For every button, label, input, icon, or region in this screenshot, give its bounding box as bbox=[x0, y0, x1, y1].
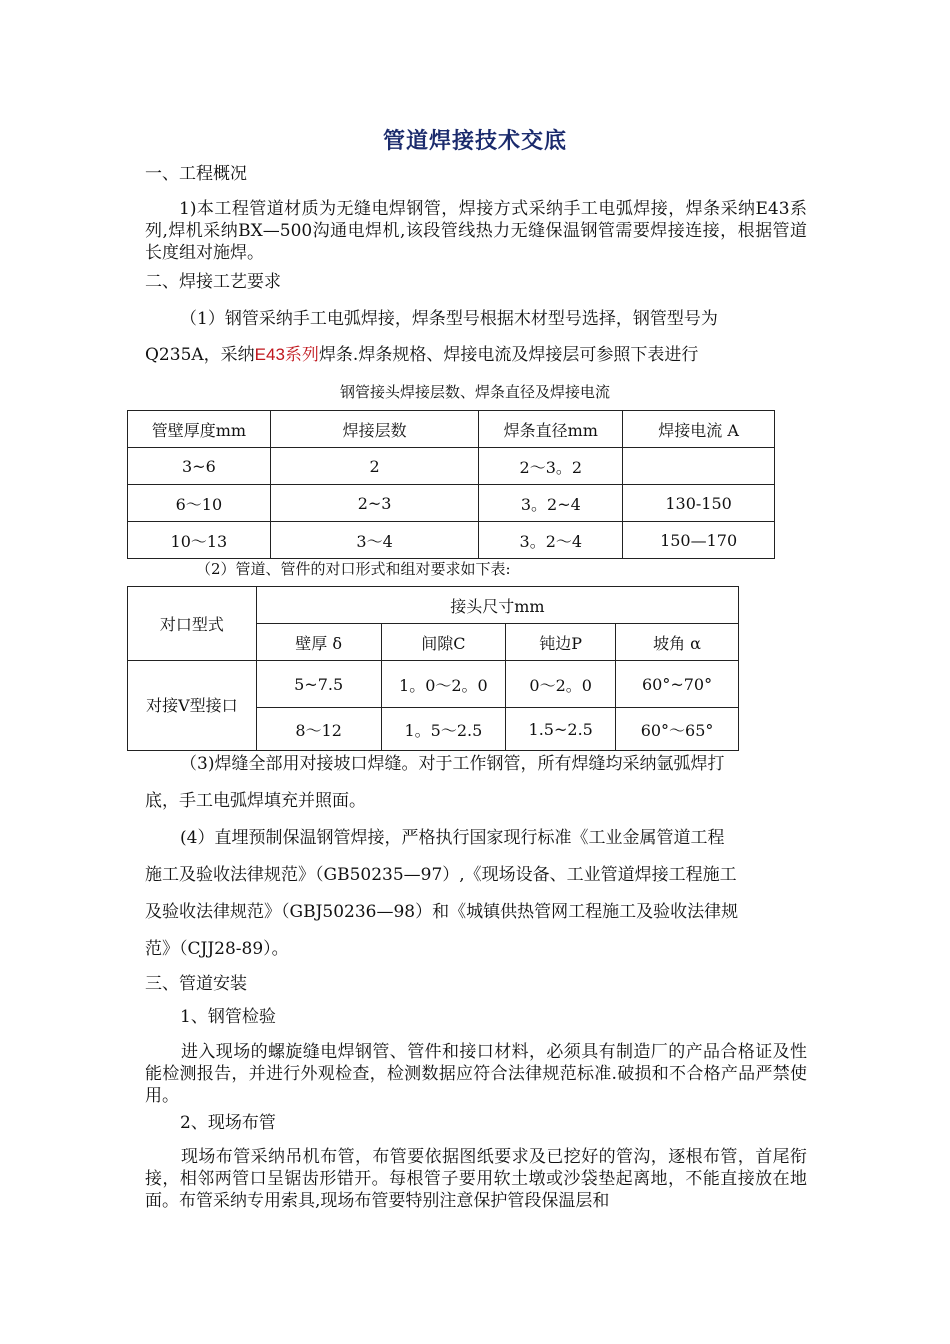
table-cell: 1。0～2。0 bbox=[381, 661, 506, 708]
table-cell: 0～2。0 bbox=[506, 661, 616, 708]
section-2-p4-line2: 施工及验收法律规范》（GB50235—97）,《现场设备、工业管道焊接工程施工 bbox=[145, 865, 737, 885]
section-1-heading: 一、工程概况 bbox=[145, 164, 247, 184]
table-cell: 60°~70° bbox=[616, 661, 739, 708]
table2-subheader-cell: 坡角 α bbox=[616, 624, 739, 661]
document-title: 管道焊接技术交底 bbox=[382, 128, 567, 154]
table-cell: 1。5～2.5 bbox=[381, 708, 506, 751]
table2-subheader-cell: 壁厚 δ bbox=[256, 624, 381, 661]
p1-text-a: Q235A，采纳 bbox=[145, 345, 255, 365]
table1-header-cell: 焊接层数 bbox=[270, 411, 479, 448]
section-2-p1-line2 bbox=[145, 344, 698, 366]
table-cell: 60°～65° bbox=[616, 708, 739, 751]
table2-row-label: 对接V型接口 bbox=[128, 661, 257, 751]
table-cell: 3~6 bbox=[128, 448, 271, 485]
welding-current-table bbox=[127, 410, 775, 559]
table-row bbox=[128, 485, 775, 522]
section-2-p4-line3: 及验收法律规范》（GBJ50236—98）和《城镇供热管网工程施工及验收法律规 bbox=[145, 902, 739, 922]
section-1-paragraph: 1)本工程管道材质为无缝电焊钢管，焊接方式采纳手工电弧焊接，焊条采纳E43系列,焊机采纳BX—500沟通电焊机,该段管线热力无缝保温钢管需要焊接连接，根据管道长度组对施焊。 bbox=[145, 199, 807, 263]
table-cell: 3。2～4 bbox=[479, 522, 623, 559]
table1-header-row bbox=[128, 411, 775, 448]
table1-caption: 钢管接头焊接层数、焊条直径及焊接电流 bbox=[339, 383, 610, 401]
table-cell: 10～13 bbox=[128, 522, 271, 559]
section-3-sub1-heading: 1、钢管检验 bbox=[180, 1007, 276, 1027]
section-3-sub1-paragraph: 进入现场的螺旋缝电焊钢管、管件和接口材料，必须具有制造厂的产品合格证及性能检测报告，并进行外观检查，检测数据应符合法律规范标准.破损和不合格产品严禁使用。 bbox=[145, 1042, 807, 1106]
table-cell: 2 bbox=[270, 448, 479, 485]
table1-header-cell: 焊条直径mm bbox=[479, 411, 623, 448]
joint-form-table bbox=[127, 586, 739, 751]
p1-highlight-e43: E43系列 bbox=[254, 345, 319, 364]
table2-group-header: 接头尺寸mm bbox=[256, 587, 738, 624]
table2-col1-header: 对口型式 bbox=[128, 587, 257, 661]
table-cell bbox=[623, 448, 775, 485]
table-cell: 5~7.5 bbox=[256, 661, 381, 708]
table-cell: 3～4 bbox=[270, 522, 479, 559]
table-cell: 3。2~4 bbox=[479, 485, 623, 522]
table2-intro: （2）管道、管件的对口形式和组对要求如下表: bbox=[196, 560, 511, 578]
table-cell: 150—170 bbox=[623, 522, 775, 559]
table-cell: 2～3。2 bbox=[479, 448, 623, 485]
table2-group-row bbox=[128, 587, 739, 624]
section-3-heading: 三、管道安装 bbox=[145, 974, 247, 994]
table-cell: 2~3 bbox=[270, 485, 479, 522]
section-2-p3-line2: 底，手工电弧焊填充并照面。 bbox=[145, 791, 366, 811]
table1-header-cell: 焊接电流 A bbox=[623, 411, 775, 448]
section-3-sub2-heading: 2、现场布管 bbox=[180, 1113, 276, 1133]
table-cell: 8～12 bbox=[256, 708, 381, 751]
table2-subheader-cell: 钝边P bbox=[506, 624, 616, 661]
section-2-p4-line4: 范》（CJJ28-89）。 bbox=[145, 939, 289, 959]
section-2-heading: 二、焊接工艺要求 bbox=[145, 272, 281, 292]
table-row bbox=[128, 522, 775, 559]
table1-header-cell: 管壁厚度mm bbox=[128, 411, 271, 448]
section-2-p3-line1: （3)焊缝全部用对接坡口焊缝。对于工作钢管，所有焊缝均采纳氩弧焊打 bbox=[180, 754, 725, 774]
section-2-p1-line1: （1）钢管采纳手工电弧焊接，焊条型号根据木材型号选择，钢管型号为 bbox=[180, 309, 718, 329]
section-3-sub2-paragraph: 现场布管采纳吊机布管，布管要依据图纸要求及已挖好的管沟，逐根布管，首尾衔接，相邻两管口呈锯齿形错开。每根管子要用软土墩或沙袋垫起离地，不能直接放在地面。布管采纳专用索具,现场布管要特别注意保护管段保温层和 bbox=[145, 1147, 807, 1211]
table-cell: 130-150 bbox=[623, 485, 775, 522]
p1-text-b: 焊条.焊条规格、焊接电流及焊接层可参照下表进行 bbox=[318, 345, 699, 365]
table2-subheader-cell: 间隙C bbox=[381, 624, 506, 661]
table-cell: 1.5~2.5 bbox=[506, 708, 616, 751]
table-row bbox=[128, 448, 775, 485]
table-cell: 6～10 bbox=[128, 485, 271, 522]
table-row bbox=[128, 661, 739, 708]
section-2-p4-line1: (4）直埋预制保温钢管焊接，严格执行国家现行标准《工业金属管道工程 bbox=[180, 828, 725, 848]
